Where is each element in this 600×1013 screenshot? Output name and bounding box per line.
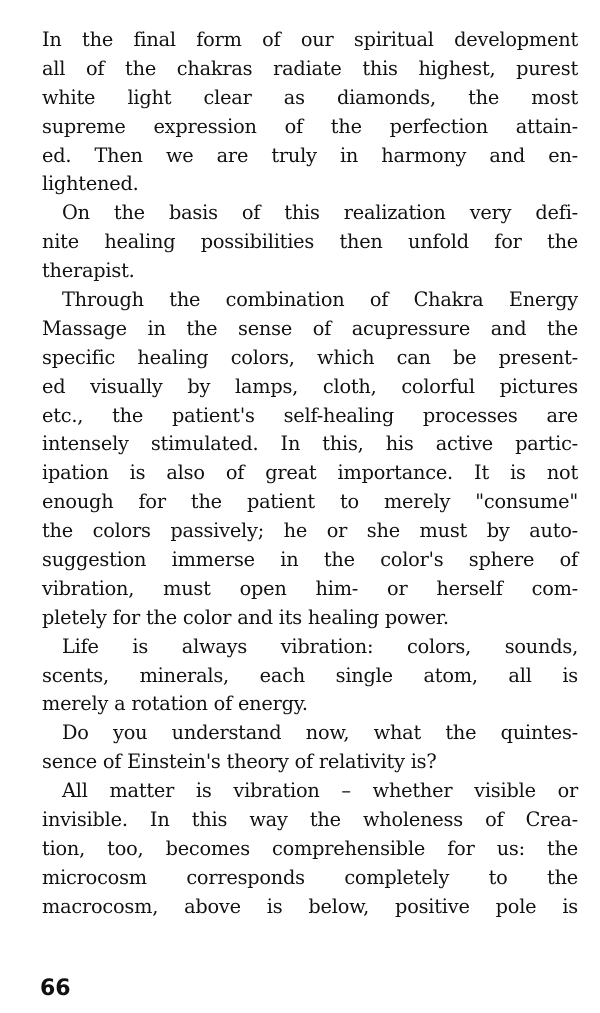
text-line: etc., the patient's self-healing processes are (42, 403, 578, 427)
text-line: therapist. (42, 259, 135, 283)
text-line: Do you understand now, what the quintes- (62, 721, 578, 745)
text-line: white light clear as diamonds, the most (42, 85, 578, 109)
text-line: ed visually by lamps, cloth, colorful pictures (42, 374, 578, 398)
text-line: all of the chakras radiate this highest, purest (42, 56, 578, 80)
text-line: scents, minerals, each single atom, all is (42, 663, 578, 687)
text-line: macrocosm, above is below, positive pole is (42, 894, 578, 918)
text-line: ed. Then we are truly in harmony and en- (42, 143, 578, 167)
text-line: vibration, must open him- or herself com- (42, 576, 578, 600)
page-number: 66 (40, 976, 71, 1001)
text-line: the colors passively; he or she must by auto- (42, 519, 578, 543)
text-line: Life is always vibration: colors, sounds, (62, 634, 578, 658)
text-line: sence of Einstein's theory of relativity is? (42, 750, 437, 774)
text-line: On the basis of this realization very defi- (62, 201, 578, 225)
text-line: Through the combination of Chakra Energy (62, 288, 578, 312)
text-line: In the final form of our spiritual development (42, 28, 578, 51)
page-text (42, 26, 578, 922)
text-line: nite healing possibilities then unfold for the (42, 230, 578, 254)
text-line: microcosm corresponds completely to the (42, 865, 578, 889)
text-line: invisible. In this way the wholeness of Crea- (42, 808, 578, 832)
text-line: ipation is also of great importance. It is not (42, 461, 578, 485)
text-line: supreme expression of the perfection attain- (42, 114, 578, 138)
text-line: enough for the patient to merely "consume" (42, 490, 578, 514)
text-line: merely a rotation of energy. (42, 692, 308, 716)
text-line: specific healing colors, which can be present- (42, 345, 578, 369)
text-line: intensely stimulated. In this, his active partic- (42, 432, 578, 456)
text-line: lightened. (42, 172, 139, 196)
text-line: suggestion immerse in the color's sphere of (42, 548, 578, 572)
text-line: tion, too, becomes comprehensible for us: the (42, 836, 578, 860)
text-line: All matter is vibration – whether visible or (62, 779, 578, 803)
text-line: Massage in the sense of acupressure and the (42, 316, 578, 340)
text-line: pletely for the color and its healing power. (42, 605, 449, 629)
